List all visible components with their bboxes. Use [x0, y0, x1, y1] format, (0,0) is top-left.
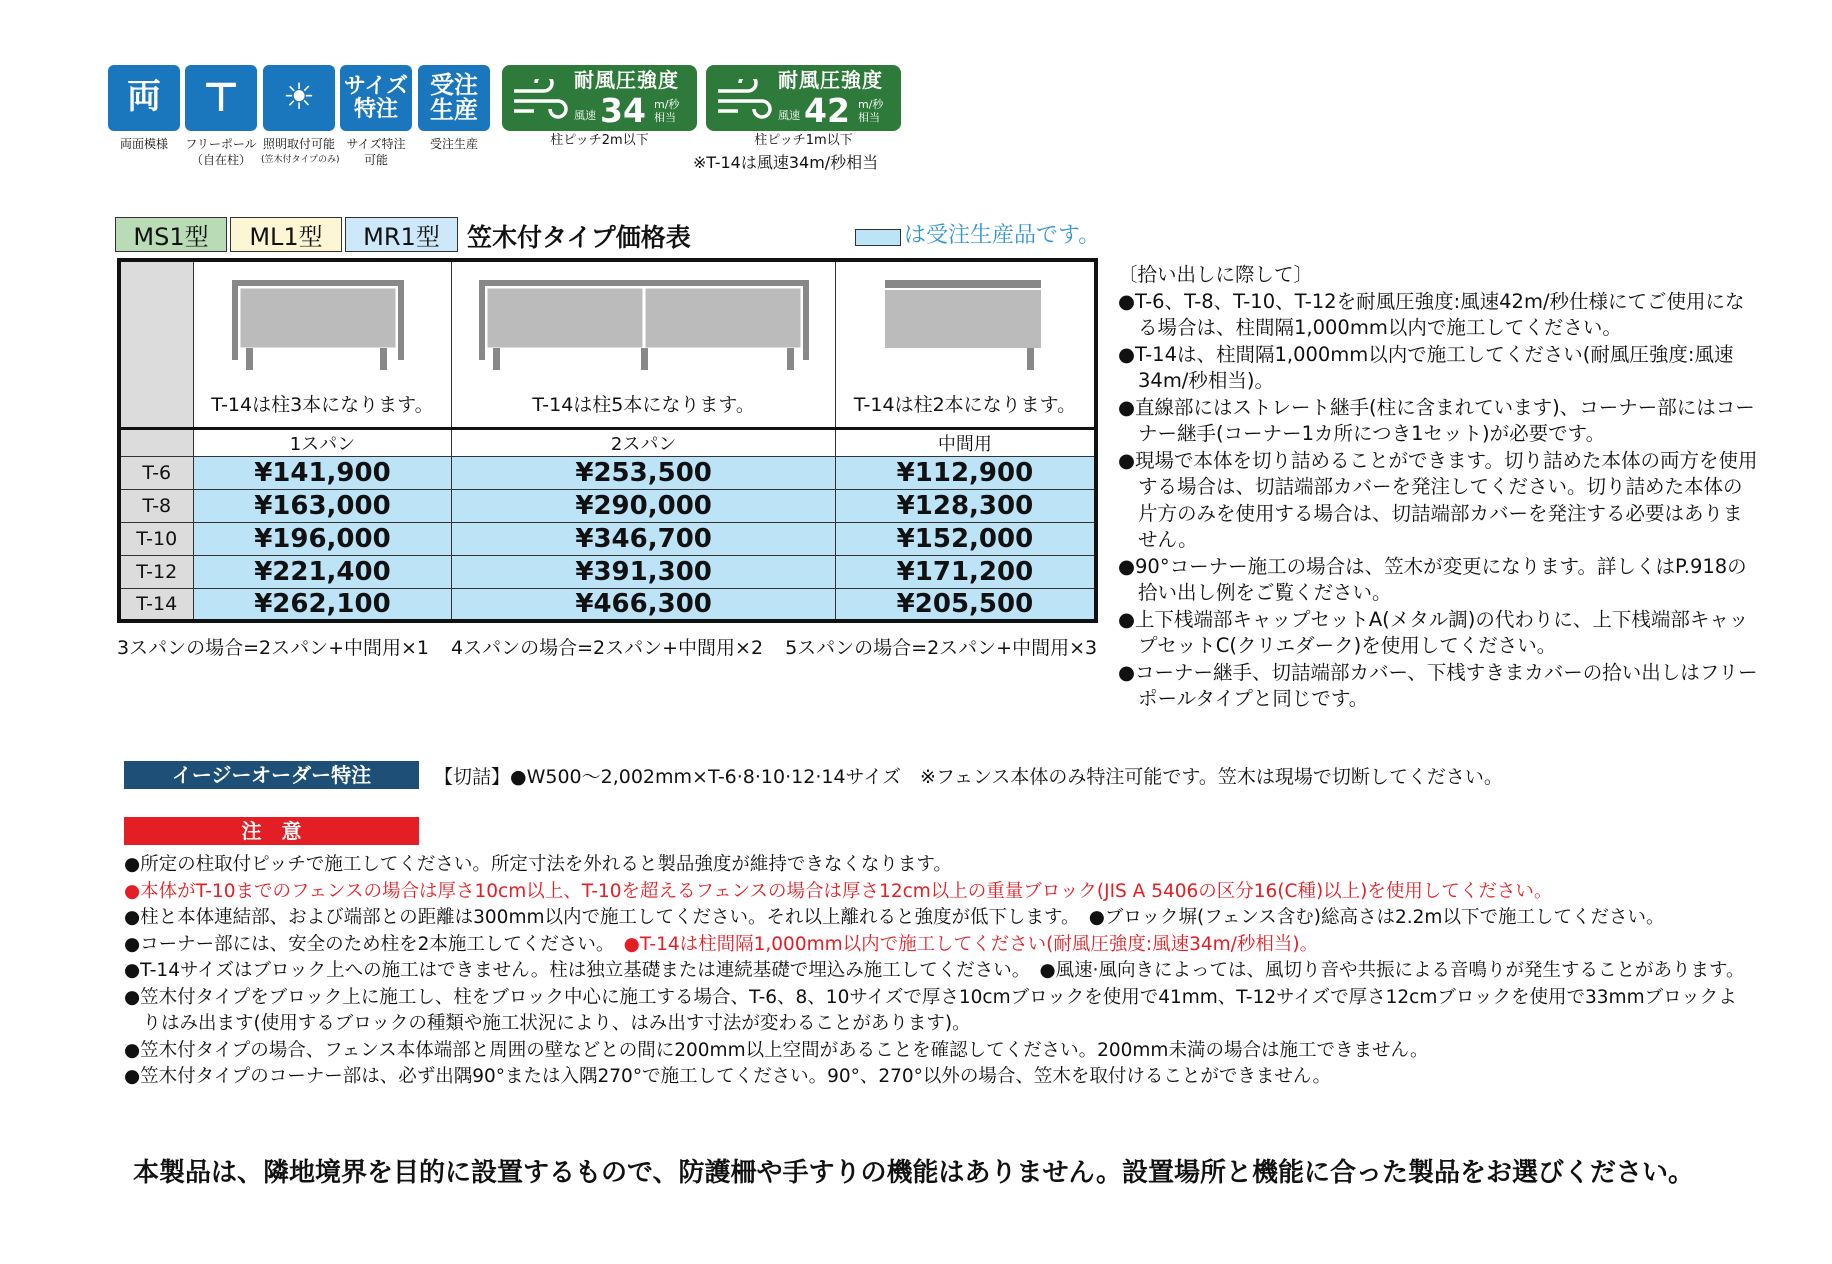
caution-text: ●T-14サイズはブロック上への施工はできません。柱は独立基礎または連続基礎で埋込み施工してください。 ●風速·風向きによっては、風切り音や共振による音鳴りが発生することがあります。 [124, 960, 1745, 981]
price-cell: ¥290,000 [452, 489, 835, 522]
table-row [119, 588, 1096, 621]
price-cell: ¥163,000 [193, 489, 452, 522]
badge-label: 柱ピッチ2m以下 [550, 133, 649, 148]
caution-text: ●笠木付タイプをブロック上に施工し、柱をブロック中心に施工する場合、T-6、8、10サイズで厚さ10cmブロックを使用で41mm、T-12サイズで厚さ12cmブロックを使用で33mmブロックよ [124, 986, 1737, 1008]
caution-line [124, 1011, 1774, 1038]
price-cell: ¥391,300 [452, 555, 835, 588]
price-cell: ¥221,400 [193, 555, 452, 588]
double-sided-pattern-icon: 両 [108, 65, 180, 131]
badge-value: 34 [600, 91, 646, 130]
caution-line [124, 1038, 1774, 1065]
diagram-caption: T-14は柱2本になります。 [853, 393, 1077, 416]
price-cell: ¥466,300 [452, 588, 835, 621]
legend-text: は受注生産品です。 [904, 223, 1101, 248]
size-label: T-8 [119, 489, 193, 522]
badge-value: 42 [804, 91, 850, 130]
diagram-caption: T-14は柱3本になります。 [211, 393, 434, 416]
price-cell: ¥112,900 [835, 456, 1096, 489]
icon-label: 両面模様 [119, 137, 168, 151]
legend-swatch [855, 229, 901, 246]
badge-unit: m/秒 相当 [654, 98, 680, 124]
badge-title: 耐風圧強度 [574, 68, 679, 92]
table-row [119, 522, 1096, 555]
fence-1-span-diagram [232, 280, 412, 380]
pickup-note-item: ●現場で本体を切り詰めることができます。切り詰めた本体の両方を使用する場合は、切詰端部カバーを発注してください。切り詰めた本体の片方のみを使用する場合は、切詰端部カバーを発注する必要はありません。 [1118, 448, 1758, 551]
price-cell: ¥346,700 [452, 522, 835, 555]
easy-order-text: 【切詰】●W500〜2,002mm×T-6·8·10·12·14サイズ ※フェンス本体のみ特注可能です。笠木は現場で切断してください。 [434, 766, 1503, 788]
caution-line [124, 905, 1774, 932]
diagram-intermediate [835, 260, 1096, 428]
caution-text: ●所定の柱取付ピッチで施工してください。所定寸法を外れると製品強度が維持できなくなります。 [124, 854, 952, 875]
caution-line [124, 879, 1774, 906]
header-corner [119, 428, 193, 456]
caution-line [124, 1064, 1774, 1091]
caution-text: ●笠木付タイプのコーナー部は、必ず出隅90°または入隅270°で施工してください。90°、270°以外の場合、笠木を取付けることができません。 [124, 1066, 1332, 1087]
size-label: T-6 [119, 456, 193, 489]
pickup-note-item: ●上下桟端部キャップセットA(メタル調)の代わりに、上下桟端部キャップセットC(クリエダーク)を使用してください。 [1118, 607, 1749, 657]
price-cell: ¥141,900 [193, 456, 452, 489]
easy-order-label: イージーオーダー特注 [124, 761, 419, 789]
price-cell: ¥262,100 [193, 588, 452, 621]
icon-label: 照明取付可能 (笠木付タイプのみ) [261, 137, 340, 165]
col-header: 中間用 [835, 428, 1096, 456]
pickup-note-item: ●90°コーナー施工の場合は、笠木が変更になります。詳しくはP.918の拾い出し例をご覧ください。 [1118, 554, 1747, 604]
footer-disclaimer: 本製品は、隣地境界を目的に設置するもので、防護柵や手すりの機能はありません。設置場所と機能に合った製品をお選びください。 [133, 1158, 1695, 1188]
price-cell: ¥253,500 [452, 456, 835, 489]
caution-line [124, 985, 1774, 1012]
table-row [119, 456, 1096, 489]
caution-text: ●笠木付タイプの場合、フェンス本体端部と周囲の壁などとの間に200mm以上空間があることを確認してください。200mm未満の場合は施工できません。 [124, 1039, 1429, 1061]
fence-2-span-diagram [479, 280, 809, 380]
wind-resistance-badge-34 [502, 65, 697, 131]
col-header: 2スパン [452, 428, 835, 456]
price-cell: ¥171,200 [835, 555, 1096, 588]
badge-sub: 風速 [778, 109, 800, 122]
caution-line [124, 958, 1774, 985]
pickup-note-item: ●直線部にはストレート継手(柱に含まれています)、コーナー部にはコーナー継手(コーナー1カ所につき1セット)が必要です。 [1118, 395, 1755, 445]
tab-mr1[interactable]: MR1型 [345, 217, 458, 252]
size-label: T-12 [119, 555, 193, 588]
tab-ml1[interactable]: ML1型 [230, 217, 342, 252]
lighting-icon: ☀ [263, 65, 335, 131]
badge-unit: m/秒 相当 [858, 98, 884, 124]
diagram-caption: T-14は柱5本になります。 [532, 393, 755, 416]
fence-intermediate-diagram [885, 280, 1045, 380]
badge-note: ※T-14は風速34m/秒相当 [693, 153, 879, 172]
size-custom-icon: サイズ 特注 [340, 65, 412, 131]
pickup-heading: 〔拾い出しに際して〕 [1118, 263, 1314, 286]
icon-label: 受注生産 [429, 137, 478, 151]
diagram-1-span [193, 260, 452, 428]
diagram-2-span [452, 260, 835, 428]
caution-text: りはみ出ます(使用するブロックの種類や施工状況により、はみ出す寸法が変わることがあります)。 [124, 1013, 971, 1034]
col-header: 1スパン [193, 428, 452, 456]
pickup-note-item: ●T-14は、柱間隔1,000mm以内で施工してください(耐風圧強度:風速34m/秒相当)。 [1118, 342, 1734, 392]
caution-line [124, 932, 1774, 959]
icon-label: サイズ特注 可能 [346, 137, 406, 167]
wind-resistance-badge-42 [706, 65, 901, 131]
price-cell: ¥205,500 [835, 588, 1096, 621]
price-table [117, 258, 1098, 623]
pickup-notes [1118, 262, 1758, 713]
price-cell: ¥128,300 [835, 489, 1096, 522]
table-row [119, 555, 1096, 588]
span-notes: 3スパンの場合=2スパン+中間用×1 4スパンの場合=2スパン+中間用×2 5スパンの場合=2スパン+中間用×3 [117, 637, 1098, 659]
badge-label: 柱ピッチ1m以下 [754, 133, 853, 148]
table-row [119, 489, 1096, 522]
caution-text: ●コーナー部には、安全のため柱を2本施工してください。 [124, 933, 624, 955]
icon-label: フリーポール （自在柱） [185, 137, 257, 167]
pickup-note-item: ●T-6、T-8、T-10、T-12を耐風圧強度:風速42m/秒仕様にてご使用になる場合は、柱間隔1,000mm以内で施工してください。 [1118, 289, 1745, 339]
tab-ms1[interactable]: MS1型 [115, 217, 227, 252]
corner-cell [119, 260, 193, 428]
caution-line [124, 852, 1774, 879]
free-pole-icon: ⊤ [185, 65, 257, 131]
caution-text-red: ●本体がT-10までのフェンスの場合は厚さ10cm以上、T-10を超えるフェンスの場合は厚さ12cm以上の重量ブロック(JIS A 5406の区分16(C種)以上)を使用してください。 [124, 880, 1553, 902]
caution-label: 注 意 [124, 817, 419, 845]
size-label: T-10 [119, 522, 193, 555]
wind-icon [716, 79, 772, 119]
badge-title: 耐風圧強度 [778, 68, 883, 92]
caution-notes [124, 852, 1774, 1091]
caution-text-red: ●T-14は柱間隔1,000mm以内で施工してください(耐風圧強度:風速34m/秒相当)。 [623, 933, 1319, 955]
price-cell: ¥196,000 [193, 522, 452, 555]
pickup-note-item: ●コーナー継手、切詰端部カバー、下桟すきまカバーの拾い出しはフリーポールタイプと同じです。 [1118, 660, 1758, 710]
size-label: T-14 [119, 588, 193, 621]
wind-icon [512, 79, 568, 119]
table-title: 笠木付タイプ価格表 [467, 223, 691, 252]
made-to-order-icon: 受注 生産 [418, 65, 490, 131]
price-cell: ¥152,000 [835, 522, 1096, 555]
caution-text: ●柱と本体連結部、および端部との距離は300mm以内で施工してください。それ以上離れると強度が低下します。 ●ブロック塀(フェンス含む)総高さは2.2m以下で施工してください。 [124, 907, 1665, 928]
badge-sub: 風速 [574, 109, 596, 122]
